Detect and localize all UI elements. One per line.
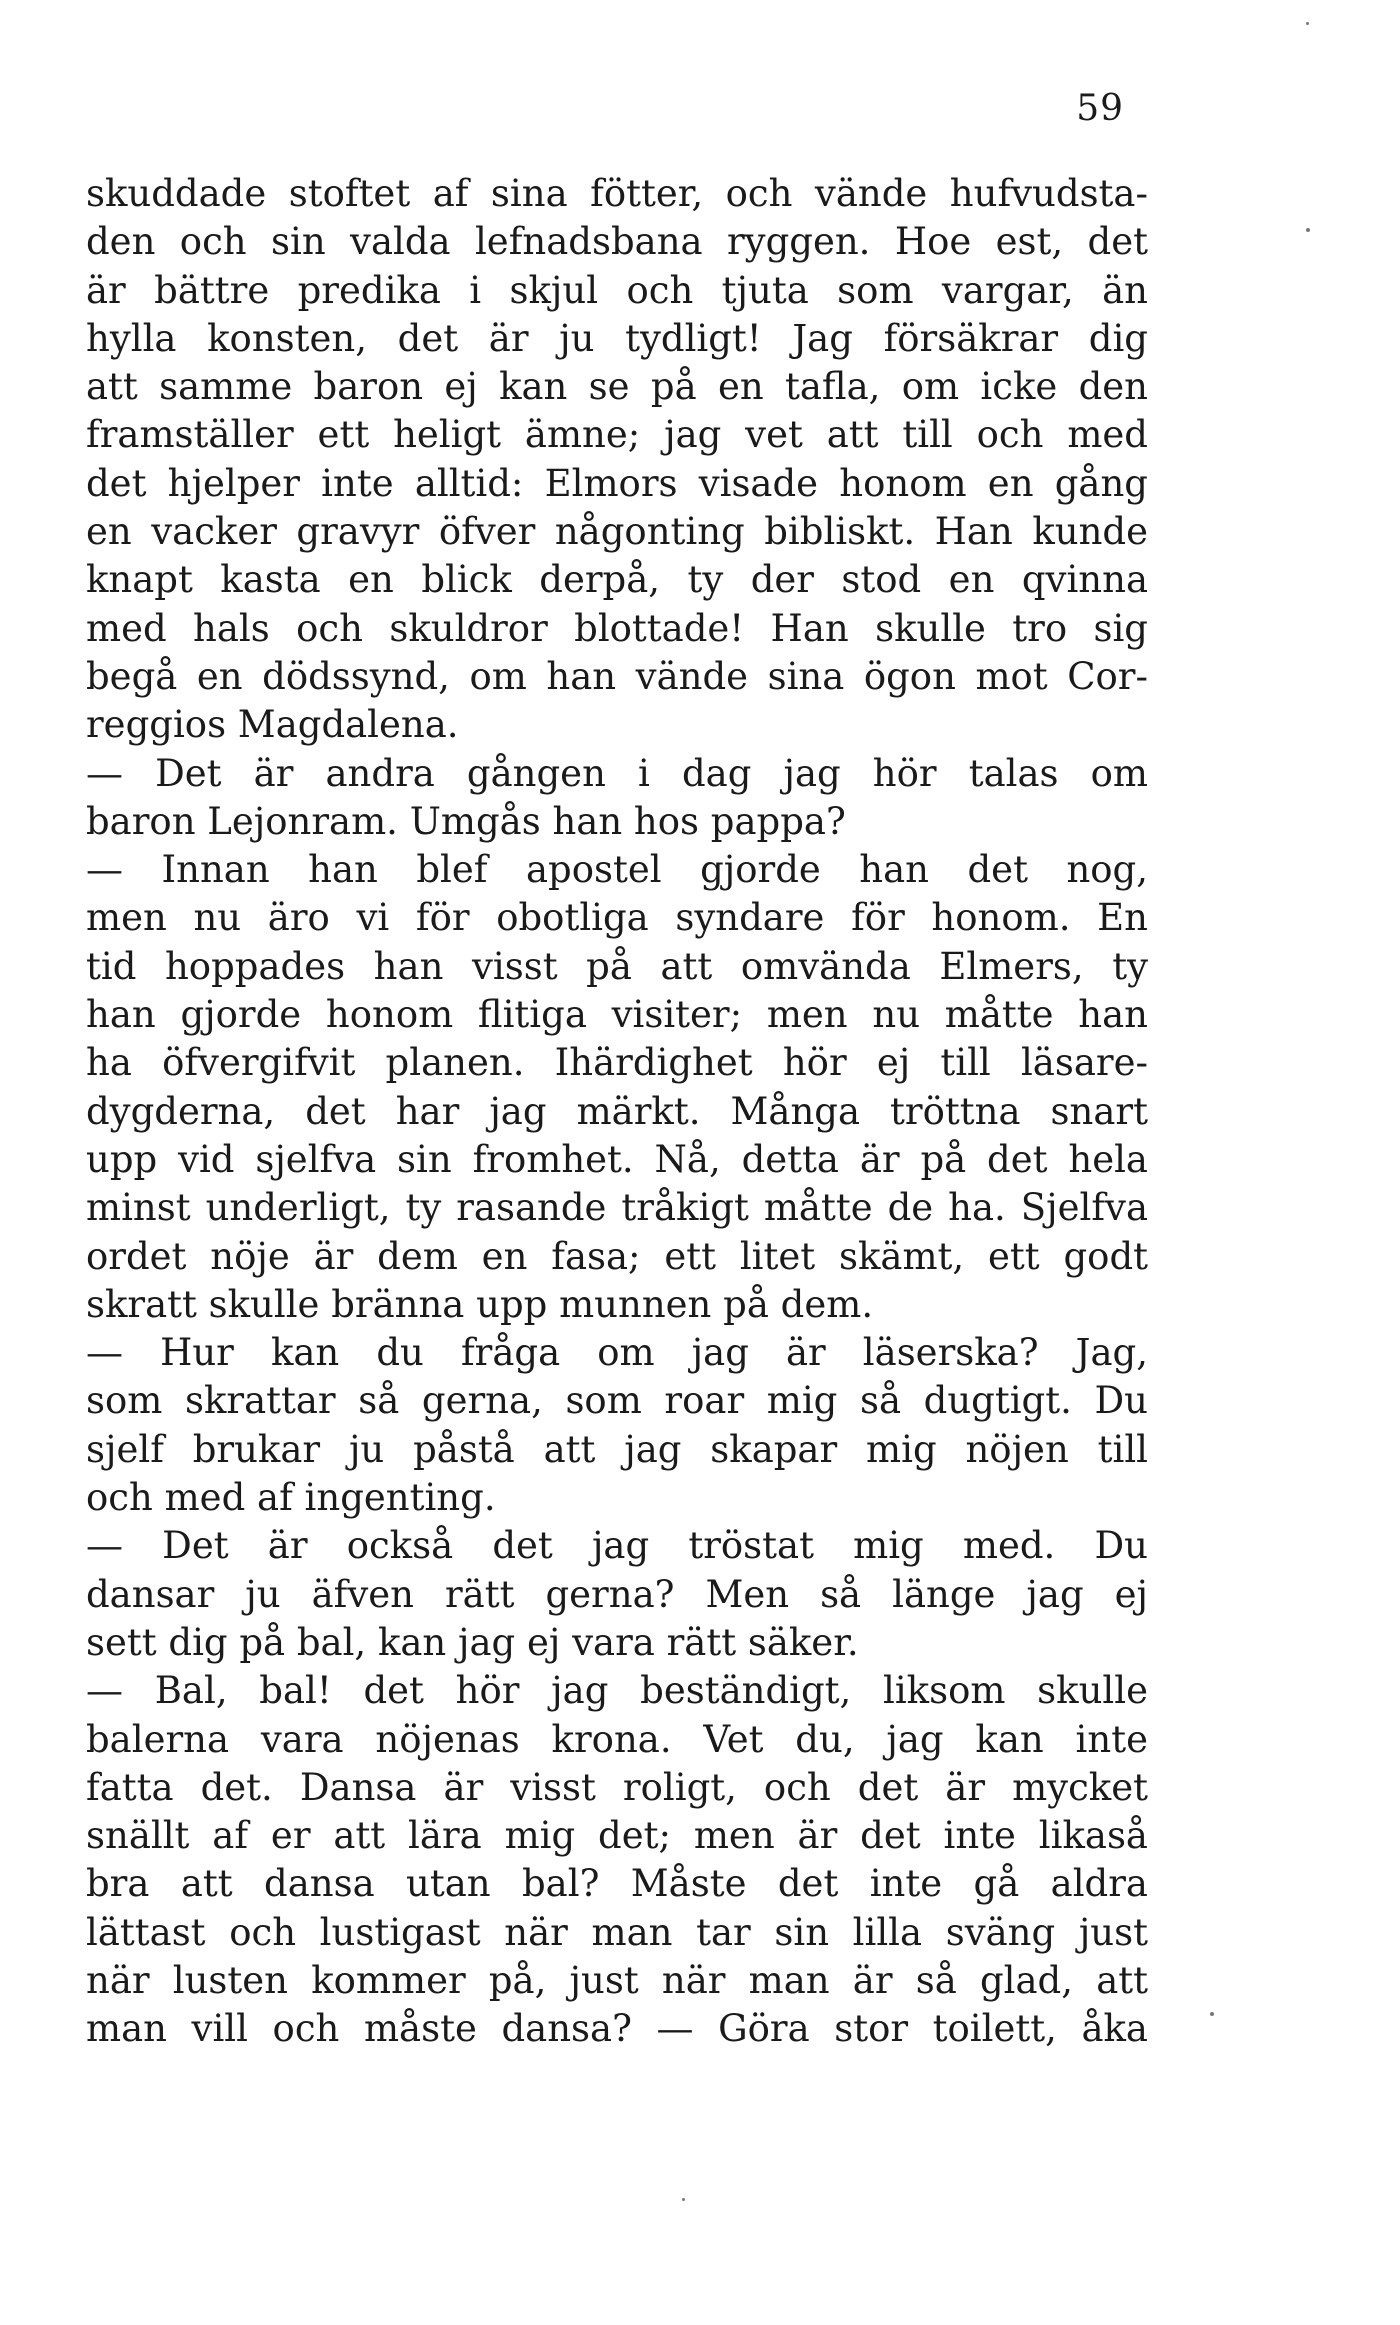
- text-line: lättast och lustigast när man tar sin lilla sväng just: [86, 1910, 1148, 1954]
- text-line: är bättre predika i skjul och tjuta som vargar, än: [86, 268, 1148, 312]
- text-line: sjelf brukar ju påstå att jag skapar mig nöjen till: [86, 1427, 1148, 1471]
- text-line: hylla konsten, det är ju tydligt! Jag försäkrar dig: [86, 316, 1148, 360]
- text-line: framställer ett heligt ämne; jag vet att till och med: [86, 413, 1148, 457]
- text-line: den och sin valda lefnadsbana ryggen. Hoe est, det: [86, 220, 1148, 264]
- text-line: fatta det. Dansa är visst roligt, och det är mycket: [86, 1765, 1148, 1809]
- text-line: skuddade stoftet af sina fötter, och vände hufvudsta-: [86, 172, 1148, 215]
- text-line: en vacker gravyr öfver någonting bibliskt. Han kunde: [86, 510, 1148, 554]
- text-line: man vill och måste dansa? — Göra stor toilett, åka: [86, 2007, 1148, 2051]
- text-line: knapt kasta en blick derpå, ty der stod en qvinna: [86, 558, 1148, 602]
- text-line: sett dig på bal, kan jag ej vara rätt säker.: [86, 1620, 859, 1664]
- text-line: dansar ju äfven rätt gerna? Men så länge jag ej: [86, 1572, 1148, 1616]
- text-line: baron Lejonram. Umgås han hos pappa?: [86, 799, 846, 843]
- text-line: balerna vara nöjenas krona. Vet du, jag kan inte: [86, 1717, 1148, 1761]
- text-line: när lusten kommer på, just när man är så glad, att: [86, 1958, 1148, 2002]
- text-line: reggios Magdalena.: [86, 703, 459, 747]
- text-line: upp vid sjelfva sin fromhet. Nå, detta är på det hela: [86, 1137, 1148, 1181]
- scan-speck: [682, 2198, 685, 2201]
- text-line: begå en dödssynd, om han vände sina ögon mot Cor-: [86, 654, 1148, 698]
- page-number: 59: [1076, 88, 1124, 129]
- text-line: snällt af er att lära mig det; men är det inte likaså: [86, 1814, 1148, 1858]
- text-line: ha öfvergifvit planen. Ihärdighet hör ej till läsare-: [86, 1041, 1148, 1085]
- text-line: och med af ingenting.: [86, 1476, 496, 1520]
- text-line: tid hoppades han visst på att omvända Elmers, ty: [86, 944, 1148, 988]
- text-line: med hals och skuldror blottade! Han skulle tro sig: [86, 606, 1148, 650]
- text-line: det hjelper inte alltid: Elmors visade honom en gång: [86, 461, 1148, 505]
- text-line: dygderna, det har jag märkt. Många tröttna snart: [86, 1089, 1148, 1133]
- text-line: ordet nöje är dem en fasa; ett litet skämt, ett godt: [86, 1234, 1148, 1278]
- scan-speck: [1306, 228, 1310, 232]
- text-line: — Det är också det jag tröstat mig med. Du: [86, 1524, 1148, 1568]
- scan-speck: [1210, 2012, 1214, 2016]
- text-line: att samme baron ej kan se på en tafla, om icke den: [86, 365, 1148, 409]
- text-line: — Det är andra gången i dag jag hör talas om: [86, 751, 1148, 795]
- text-line: bra att dansa utan bal? Måste det inte gå aldra: [86, 1862, 1148, 1906]
- text-line: — Hur kan du fråga om jag är läserska? Jag,: [86, 1331, 1148, 1375]
- text-line: — Innan han blef apostel gjorde han det nog,: [86, 848, 1148, 892]
- text-line: — Bal, bal! det hör jag beständigt, liksom skulle: [86, 1669, 1148, 1713]
- text-line: som skrattar så gerna, som roar mig så dugtigt. Du: [86, 1379, 1148, 1423]
- scan-speck: [1306, 22, 1309, 25]
- text-line: minst underligt, ty rasande tråkigt måtte de ha. Sjelfva: [86, 1186, 1148, 1230]
- text-line: men nu äro vi för obotliga syndare för honom. En: [86, 896, 1148, 940]
- text-line: han gjorde honom flitiga visiter; men nu måtte han: [86, 993, 1148, 1037]
- body-text: [86, 170, 1148, 2054]
- text-line: skratt skulle bränna upp munnen på dem.: [86, 1282, 874, 1326]
